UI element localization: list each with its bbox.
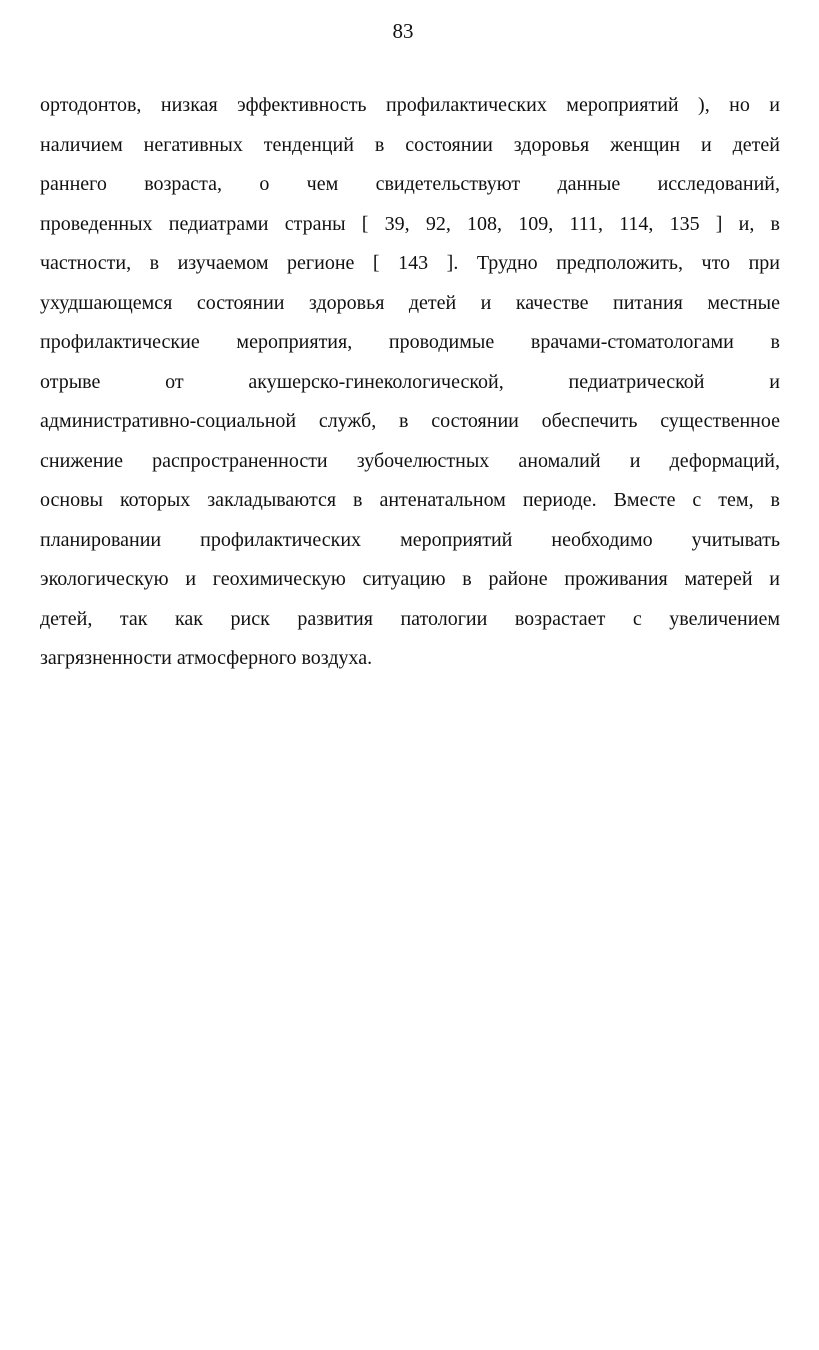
text-line: ортодонтов, низкая эффективность профилактических мероприятий ), но и	[40, 94, 780, 116]
text-line: наличием негативных тенденций в состоянии здоровья женщин и детей	[40, 133, 780, 156]
text-line: экологическую и геохимическую ситуацию в районе проживания матерей и	[40, 568, 780, 590]
body-paragraph	[40, 86, 780, 679]
text-line: детей, так как риск развития патологии возрастает с увеличением	[40, 607, 780, 630]
text-line: основы которых закладываются в антенатальном периоде. Вместе с тем, в	[40, 489, 780, 511]
text-line: частности, в изучаемом регионе [ 143 ]. Трудно предположить, что при	[40, 252, 780, 274]
text-line: проведенных педиатрами страны [ 39, 92, 108, 109, 111, 114, 135 ] и, в	[40, 212, 780, 235]
text-line: профилактические мероприятия, проводимые врачами-стоматологами в	[40, 331, 780, 353]
text-line: снижение распространенности зубочелюстных аномалий и деформаций,	[40, 449, 780, 472]
page-number: 83	[392, 19, 414, 43]
text-line: раннего возраста, о чем свидетельствуют данные исследований,	[40, 173, 780, 195]
text-line: административно-социальной служб, в состоянии обеспечить существенное	[40, 410, 780, 432]
text-line: отрыве от акушерско-гинекологической, педиатрической и	[40, 370, 780, 393]
text-line: загрязненности атмосферного воздуха.	[40, 647, 373, 669]
text-line: ухудшающемся состоянии здоровья детей и качестве питания местные	[40, 291, 780, 314]
text-line: планировании профилактических мероприятий необходимо учитывать	[40, 528, 780, 551]
